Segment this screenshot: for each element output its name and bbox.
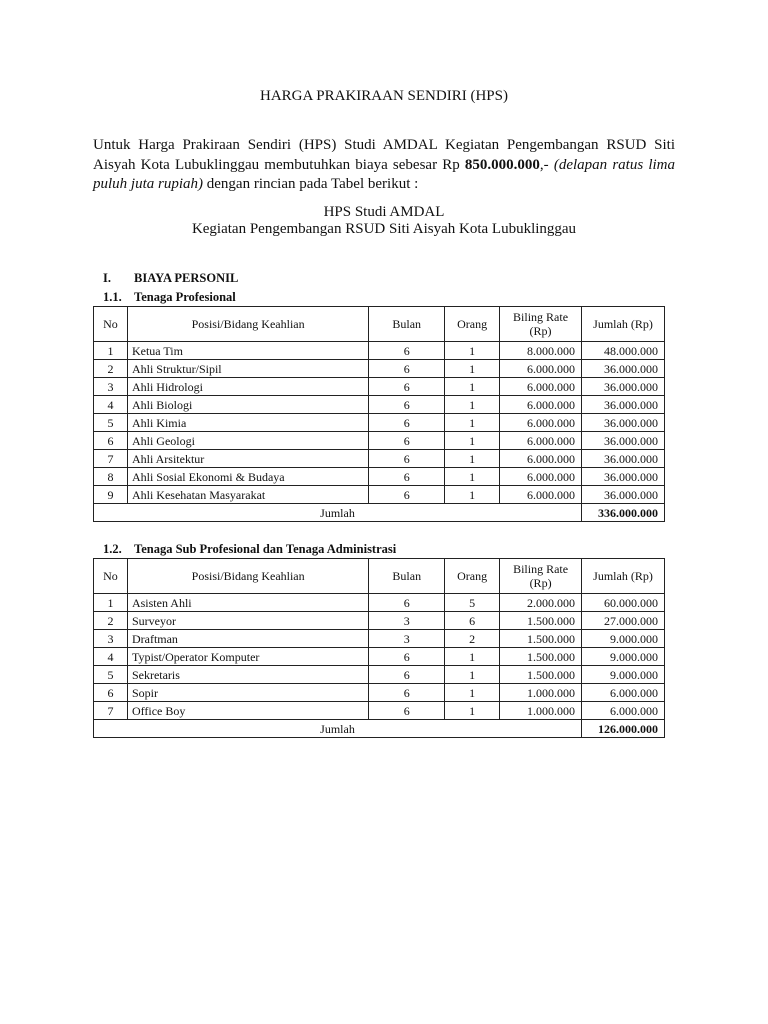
table-row	[94, 594, 665, 612]
intro-amount-words: (delapan ratus lima puluh juta rupiah)	[93, 156, 675, 192]
cell-biling-rate: 1.000.000	[500, 702, 582, 720]
cell-posisi: Ahli Kimia	[127, 414, 368, 432]
header-rate-line-2: (Rp)	[529, 576, 552, 590]
cell-biling-rate: 6.000.000	[500, 432, 582, 450]
cell-jumlah: 6.000.000	[582, 684, 665, 702]
cell-orang: 1	[445, 450, 500, 468]
cell-no: 2	[94, 612, 128, 630]
cell-bulan: 6	[369, 684, 445, 702]
header-rate-line-1: Biling Rate	[513, 562, 569, 576]
intro-text-1: Untuk Harga Prakiraan Sendiri (HPS) Studi AMDAL Kegiatan Pengembangan RSUD Siti Aisyah Kota Lubuklinggau membutuhkan biaya sebesar Rp	[93, 137, 675, 173]
cell-orang: 6	[445, 612, 500, 630]
section-1-2-number: 1.2.	[103, 542, 122, 556]
cell-jumlah: 36.000.000	[582, 360, 665, 378]
cell-bulan: 6	[369, 378, 445, 396]
cell-bulan: 6	[369, 450, 445, 468]
cell-orang: 1	[445, 342, 500, 360]
table-1-total-row	[94, 504, 665, 522]
intro-text-3: dengan rincian pada Tabel berikut :	[203, 176, 419, 192]
cell-posisi: Sopir	[127, 684, 368, 702]
cell-jumlah: 27.000.000	[582, 612, 665, 630]
cell-no: 7	[94, 702, 128, 720]
cell-jumlah: 36.000.000	[582, 450, 665, 468]
cell-jumlah: 60.000.000	[582, 594, 665, 612]
table-row	[94, 684, 665, 702]
cell-jumlah: 9.000.000	[582, 630, 665, 648]
table-row	[94, 342, 665, 360]
table-row	[94, 414, 665, 432]
cell-no: 9	[94, 486, 128, 504]
cell-orang: 5	[445, 594, 500, 612]
section-1-1-heading	[103, 290, 236, 305]
cell-orang: 1	[445, 396, 500, 414]
cell-jumlah: 36.000.000	[582, 378, 665, 396]
table-heading	[0, 204, 768, 238]
table-row	[94, 702, 665, 720]
section-1-1-label: Tenaga Profesional	[134, 290, 236, 304]
cell-jumlah: 9.000.000	[582, 666, 665, 684]
cell-biling-rate: 6.000.000	[500, 414, 582, 432]
cell-no: 2	[94, 360, 128, 378]
cell-no: 5	[94, 666, 128, 684]
table-tenaga-sub-profesional	[93, 558, 665, 738]
intro-text-2: ,-	[539, 156, 554, 173]
cell-jumlah: 36.000.000	[582, 432, 665, 450]
cell-orang: 1	[445, 648, 500, 666]
cell-no: 5	[94, 414, 128, 432]
table-row	[94, 378, 665, 396]
cell-bulan: 6	[369, 648, 445, 666]
cell-posisi: Ahli Geologi	[127, 432, 368, 450]
cell-no: 7	[94, 450, 128, 468]
cell-orang: 1	[445, 468, 500, 486]
total-label: Jumlah	[94, 504, 582, 522]
table-row	[94, 666, 665, 684]
cell-jumlah: 36.000.000	[582, 468, 665, 486]
cell-no: 3	[94, 378, 128, 396]
cell-posisi: Ahli Sosial Ekonomi & Budaya	[127, 468, 368, 486]
cell-posisi: Asisten Ahli	[127, 594, 368, 612]
table-2-total-row	[94, 720, 665, 738]
header-orang: Orang	[445, 307, 500, 342]
cell-orang: 1	[445, 702, 500, 720]
cell-no: 8	[94, 468, 128, 486]
cell-posisi: Sekretaris	[127, 666, 368, 684]
cell-no: 3	[94, 630, 128, 648]
section-1-2-heading	[103, 542, 396, 557]
cell-orang: 1	[445, 432, 500, 450]
cell-posisi: Ahli Struktur/Sipil	[127, 360, 368, 378]
cell-bulan: 6	[369, 486, 445, 504]
cell-no: 4	[94, 396, 128, 414]
intro-amount: 850.000.000	[464, 156, 540, 173]
table-row	[94, 612, 665, 630]
section-1-label: BIAYA PERSONIL	[134, 271, 239, 285]
table-heading-line-2: Kegiatan Pengembangan RSUD Siti Aisyah Kota Lubuklinggau	[191, 221, 577, 237]
cell-bulan: 6	[369, 396, 445, 414]
table-header-row	[94, 307, 665, 342]
header-posisi: Posisi/Bidang Keahlian	[127, 559, 368, 594]
cell-jumlah: 36.000.000	[582, 486, 665, 504]
cell-orang: 1	[445, 414, 500, 432]
header-posisi: Posisi/Bidang Keahlian	[127, 307, 368, 342]
cell-posisi: Office Boy	[127, 702, 368, 720]
document-title: HARGA PRAKIRAAN SENDIRI (HPS)	[260, 88, 508, 104]
cell-jumlah: 36.000.000	[582, 396, 665, 414]
intro-paragraph	[93, 136, 675, 195]
section-1-1-number: 1.1.	[103, 290, 122, 304]
table-row	[94, 450, 665, 468]
table-row	[94, 360, 665, 378]
cell-posisi: Ahli Hidrologi	[127, 378, 368, 396]
cell-no: 1	[94, 342, 128, 360]
cell-bulan: 6	[369, 702, 445, 720]
total-value: 126.000.000	[582, 720, 665, 738]
header-rate-line-1: Biling Rate	[513, 310, 569, 324]
section-1-number: I.	[103, 271, 111, 285]
header-jumlah: Jumlah (Rp)	[582, 559, 665, 594]
cell-biling-rate: 6.000.000	[500, 396, 582, 414]
header-bulan: Bulan	[369, 559, 445, 594]
cell-posisi: Ahli Arsitektur	[127, 450, 368, 468]
cell-jumlah: 9.000.000	[582, 648, 665, 666]
cell-bulan: 6	[369, 594, 445, 612]
cell-biling-rate: 6.000.000	[500, 486, 582, 504]
cell-posisi: Ahli Biologi	[127, 396, 368, 414]
header-biling-rate	[500, 307, 582, 342]
header-biling-rate	[500, 559, 582, 594]
header-no: No	[94, 307, 128, 342]
cell-posisi: Surveyor	[127, 612, 368, 630]
table-heading-line-1: HPS Studi AMDAL	[323, 204, 445, 220]
cell-orang: 1	[445, 378, 500, 396]
header-bulan: Bulan	[369, 307, 445, 342]
cell-bulan: 6	[369, 666, 445, 684]
header-jumlah: Jumlah (Rp)	[582, 307, 665, 342]
section-1-2-label: Tenaga Sub Profesional dan Tenaga Administrasi	[134, 542, 397, 556]
cell-bulan: 3	[369, 630, 445, 648]
cell-jumlah: 48.000.000	[582, 342, 665, 360]
cell-biling-rate: 6.000.000	[500, 360, 582, 378]
table-row	[94, 468, 665, 486]
cell-bulan: 3	[369, 612, 445, 630]
cell-posisi: Ketua Tim	[127, 342, 368, 360]
cell-orang: 1	[445, 684, 500, 702]
cell-posisi: Draftman	[127, 630, 368, 648]
header-rate-line-2: (Rp)	[529, 324, 552, 338]
cell-biling-rate: 6.000.000	[500, 468, 582, 486]
section-1-heading	[103, 271, 238, 286]
header-no: No	[94, 559, 128, 594]
cell-no: 4	[94, 648, 128, 666]
cell-biling-rate: 8.000.000	[500, 342, 582, 360]
table-header-row	[94, 559, 665, 594]
cell-no: 1	[94, 594, 128, 612]
cell-biling-rate: 6.000.000	[500, 450, 582, 468]
total-value: 336.000.000	[582, 504, 665, 522]
cell-jumlah: 6.000.000	[582, 702, 665, 720]
cell-no: 6	[94, 432, 128, 450]
cell-bulan: 6	[369, 342, 445, 360]
header-orang: Orang	[445, 559, 500, 594]
cell-bulan: 6	[369, 414, 445, 432]
table-row	[94, 630, 665, 648]
table-row	[94, 648, 665, 666]
cell-bulan: 6	[369, 360, 445, 378]
table-2-body	[94, 594, 665, 720]
table-row	[94, 486, 665, 504]
cell-orang: 1	[445, 486, 500, 504]
cell-bulan: 6	[369, 468, 445, 486]
cell-no: 6	[94, 684, 128, 702]
cell-orang: 2	[445, 630, 500, 648]
cell-bulan: 6	[369, 432, 445, 450]
total-label: Jumlah	[94, 720, 582, 738]
cell-biling-rate: 6.000.000	[500, 378, 582, 396]
cell-orang: 1	[445, 666, 500, 684]
table-row	[94, 396, 665, 414]
table-row	[94, 432, 665, 450]
cell-posisi: Typist/Operator Komputer	[127, 648, 368, 666]
cell-biling-rate: 1.500.000	[500, 612, 582, 630]
cell-orang: 1	[445, 360, 500, 378]
cell-biling-rate: 1.000.000	[500, 684, 582, 702]
table-1-body	[94, 342, 665, 504]
cell-jumlah: 36.000.000	[582, 414, 665, 432]
cell-posisi: Ahli Kesehatan Masyarakat	[127, 486, 368, 504]
cell-biling-rate: 1.500.000	[500, 630, 582, 648]
cell-biling-rate: 1.500.000	[500, 648, 582, 666]
cell-biling-rate: 2.000.000	[500, 594, 582, 612]
cell-biling-rate: 1.500.000	[500, 666, 582, 684]
table-tenaga-profesional	[93, 306, 665, 522]
